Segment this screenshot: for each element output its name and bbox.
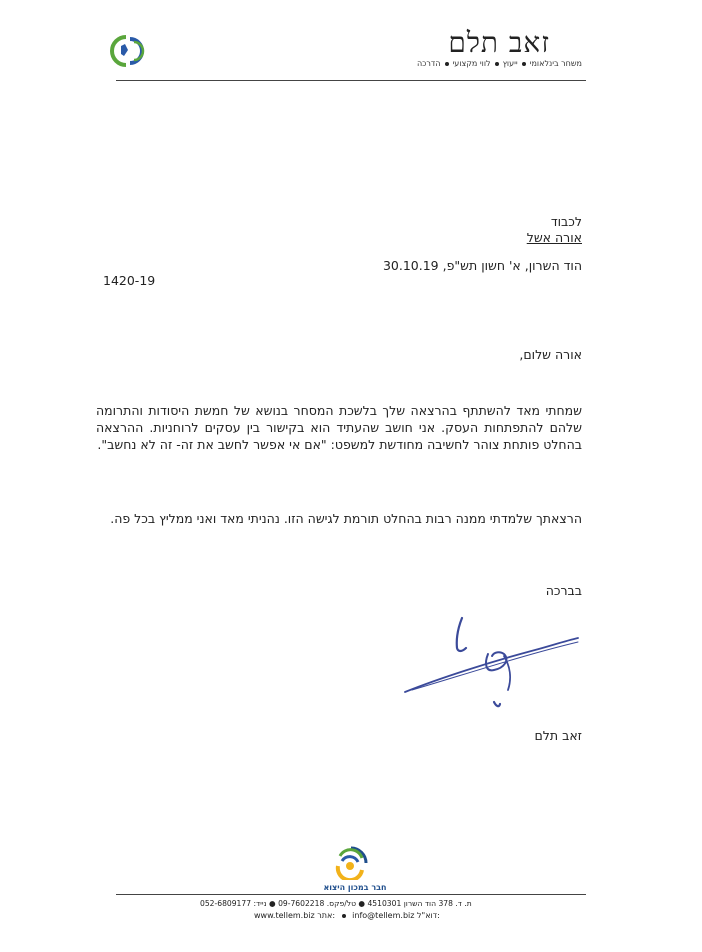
- body-paragraph: שמחתי מאד להשתתף בהרצאה שלך בלשכת המסחר בנושא של חמשת היסודות והתרומה שלהם להתפתחות העסק. אני חושב שהעתיד הוא בקישור בין עסקים לרוחניות. ההרצאה בהחלט פותחת צוהר לחשיבה מחודשת למשפט: "אם אי אפשר לחשב את זה- זה לא נחשב".: [96, 403, 582, 452]
- bullet-icon: [495, 62, 499, 66]
- reference-number: 1420-19: [103, 273, 156, 288]
- footer-divider: [116, 894, 586, 895]
- export-institute-logo: [328, 846, 374, 880]
- tagline-item: לווי מקצועי: [452, 59, 491, 68]
- website-prefix: אתר:: [317, 911, 336, 920]
- recipient-label: לכבוד: [550, 214, 582, 229]
- bullet-icon: [445, 62, 449, 66]
- signer-name: זאב תלם: [534, 728, 582, 743]
- bullet-icon: [342, 914, 346, 918]
- date-line: הוד השרון, א' חשון תש"פ, 30.10.19: [382, 258, 582, 273]
- tagline-item: ייעוץ: [502, 59, 518, 68]
- greeting: אורה שלום,: [519, 347, 582, 362]
- tagline-item: הדרכה: [416, 59, 441, 68]
- website-link[interactable]: www.tellem.biz: [254, 911, 315, 920]
- tagline-item: משחר בינלאומי: [529, 59, 582, 68]
- footer-contact: [254, 911, 440, 920]
- footer-address: ת. ד. 378 הוד השרון 4510301 ● טל/פקס. 09-7602218 ● נייד: 052-6809177: [200, 899, 472, 908]
- closing: בברכה: [545, 583, 582, 598]
- letterhead-name: זאב תלם: [448, 26, 550, 59]
- export-institute-label: חבר במכון היצוא: [323, 883, 387, 892]
- header-divider: [116, 80, 586, 81]
- body-paragraph: הרצאתך שלמדתי ממנה רבות בהחלט תורמת לגישה הזו. נהניתי מאד ואני ממליץ בכל פה.: [110, 511, 582, 526]
- email-prefix: דוא"ל:: [416, 911, 440, 920]
- recipient-name: אורה אשל: [526, 230, 582, 245]
- bullet-icon: [522, 62, 526, 66]
- signature: [400, 604, 585, 714]
- company-logo: [104, 34, 150, 68]
- letterhead-tagline: [417, 59, 582, 68]
- email-link[interactable]: info@tellem.biz: [352, 911, 415, 920]
